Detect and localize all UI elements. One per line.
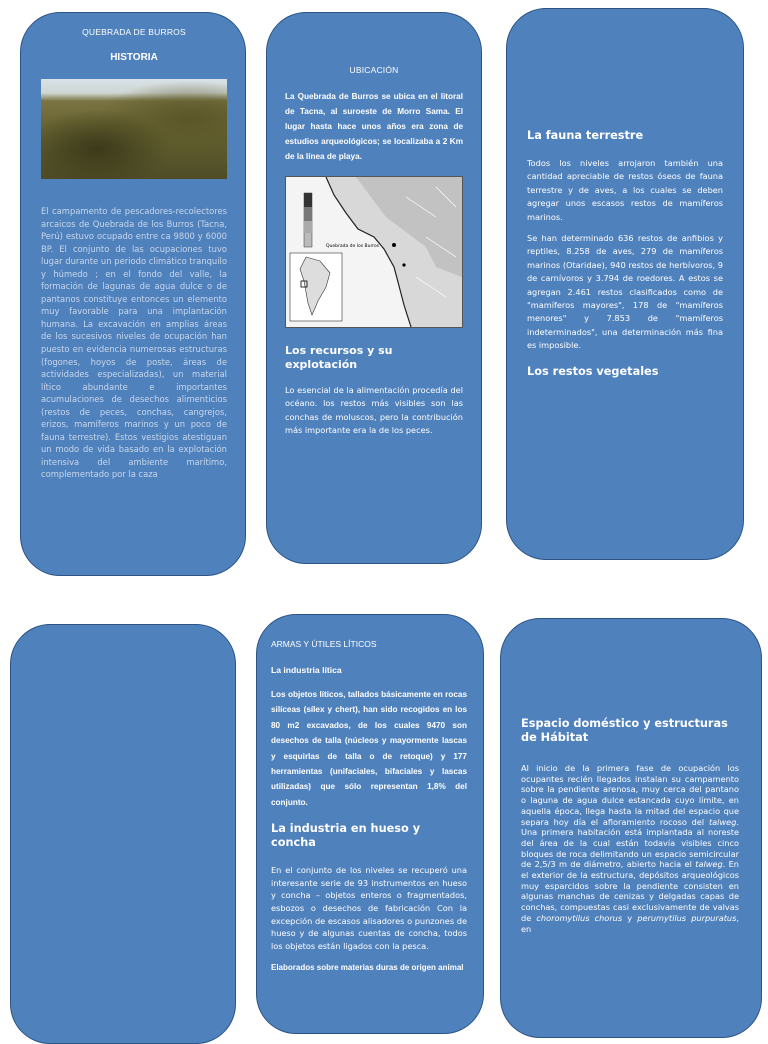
map-label: Quebrada de los Burros — [326, 244, 380, 249]
section-heading: Los restos vegetales — [527, 364, 659, 378]
text-run-italic: choromytilus chorus — [536, 912, 623, 923]
panel-fauna — [506, 8, 744, 560]
section-heading: La industria en hueso y concha — [271, 822, 421, 850]
panel-blank — [10, 624, 236, 1044]
text-run: y — [622, 912, 638, 923]
historia-text: El campamento de pescadores-recolectores arcaicos de Quebrada de los Burros (Tacna, Perú) estuvo ocupado entre ca 9800 y 6000 BP. El conjunto de las ocupaciones tuvo lugar durante un periodo climático tranquilo y húmedo ; en el fondo del valle, la formación de lagunas de agua dulce o de pantanos constituye entonces un elemento muy favorable para una implantación humana. La excavación en amplias áreas de los sucesivos niveles de ocupación han puesto en evidencia numerosas estructuras (fogones, hoyos de poste, áreas de actividades especializadas), un material lítico abundante e importantes acumulaciones de desechos alimenticios (restos de peces, conchas, cangrejos, erizos, mamíferos marinos y un poco de fauna terrestre). Estos vestigios atestiguan un modo de vida basado en la explotación intensiva del ambiente marítimo, complementado por la caza — [41, 206, 227, 480]
panel-caption: ARMAS Y ÚTILES LÍTICOS — [271, 639, 377, 649]
section-heading: Espacio doméstico y estructuras de Hábitat — [521, 717, 728, 744]
fauna-text-2: Se han determinado 636 restos de anfibios y reptiles, 8.258 de aves, 279 de mamíferos marinos (Otaridae), 940 restos de herbívoros, 9 de carnívoros y 3.794 de roedores. A estos se agregan 2.461 restos clasificados como de "mamíferos mayores", 178 de "mamíferos menores" y 7.853 de "mamíferos indeterminados", una determinación más fina es imposible. — [527, 233, 723, 351]
fauna-text-1: Todos los niveles arrojaron también una cantidad apreciable de restos óseos de fauna terrestre y de aves, a los cuales se deben agregar unos escasos restos de mamíferos marinos. — [527, 158, 723, 222]
panel-historia — [20, 12, 246, 576]
map-graphic — [286, 177, 462, 327]
panel-ubicacion — [266, 12, 482, 564]
panel-heading: HISTORIA — [110, 52, 158, 63]
panel-espacio — [500, 618, 762, 1038]
text-run-italic: talweg — [695, 859, 723, 870]
hillside-photo — [41, 79, 227, 179]
espacio-text — [521, 763, 739, 934]
panel-armas — [256, 614, 484, 1034]
text-run: . En el exterior de la estructura, depósitos arqueológicos muy esparcidos sobre la pendiente consisten en algunas manchas de cenizas y delgadas capas de conchas, compuestas casi exclusivamente de valvas de — [521, 859, 739, 923]
text-run: Al inicio de la primera fase de ocupación los ocupantes recién llegados instalan su campamento sobre la pendiente arenosa, muy cerca del pantano o laguna de agua dulce estancada cuyo límite, en aquella época, llega hasta la mitad del espacio que separa hoy día el afloramiento rocoso del — [521, 763, 739, 827]
subsection-heading: Elaborados sobre materias duras de origen animal — [271, 963, 464, 973]
section-heading: Los recursos y su explotación — [285, 344, 393, 371]
text-run-italic: perumytilus purpuratus — [637, 912, 737, 923]
ubicacion-text: La Quebrada de Burros se ubica en el litoral de Tacna, al suroeste de Morro Sama. El lugar hasta hace unos años era zona de estudios arqueológicos; se localizaba a 2 Km de la línea de playa. — [285, 92, 463, 161]
recursos-text: Lo esencial de la alimentación procedía del océano. los restos más visibles son las conchas de moluscos, pero la contribución más importante era la de los peces. — [285, 385, 463, 436]
text-run-italic: talweg — [708, 816, 737, 827]
subsection-heading: La industria lítica — [271, 665, 342, 675]
panel-caption: UBICACIÓN — [349, 65, 399, 75]
section-heading: La fauna terrestre — [527, 129, 644, 142]
litica-text: Los objetos líticos, tallados básicamente en rocas silíceas (sílex y chert), han sido recogidos en los 80 m2 excavados, de los cuales 9470 son desechos de talla (núcleos y mayormente lascas y esquirlas de talla o de retoque) y 177 herramientas (unifaciales, bifaciales y lascas utilizadas) que sólo representan 1,8% del conjunto. — [271, 690, 467, 807]
location-map — [285, 176, 463, 328]
text-run: . Una primera habitación está implantada al noreste del área de la cual están todavía visibles cinco bloques de roca delimitando un espacio semicircular de 2,5/3 m de diámetro, abierto hacia el — [521, 816, 739, 870]
text-run: , en — [521, 912, 739, 934]
panel-caption: QUEBRADA DE BURROS — [82, 27, 186, 37]
hueso-text: En el conjunto de los niveles se recuperó una interesante serie de 93 instrumentos en hueso y concha – objetos enteros o fragmentados, esbozos o desechos de fabricación Con la excepción de escasos alisadores o punzones de hueso y de algunas cuentas de concha, todos los objetos están ligados con la pesca. — [271, 865, 467, 951]
